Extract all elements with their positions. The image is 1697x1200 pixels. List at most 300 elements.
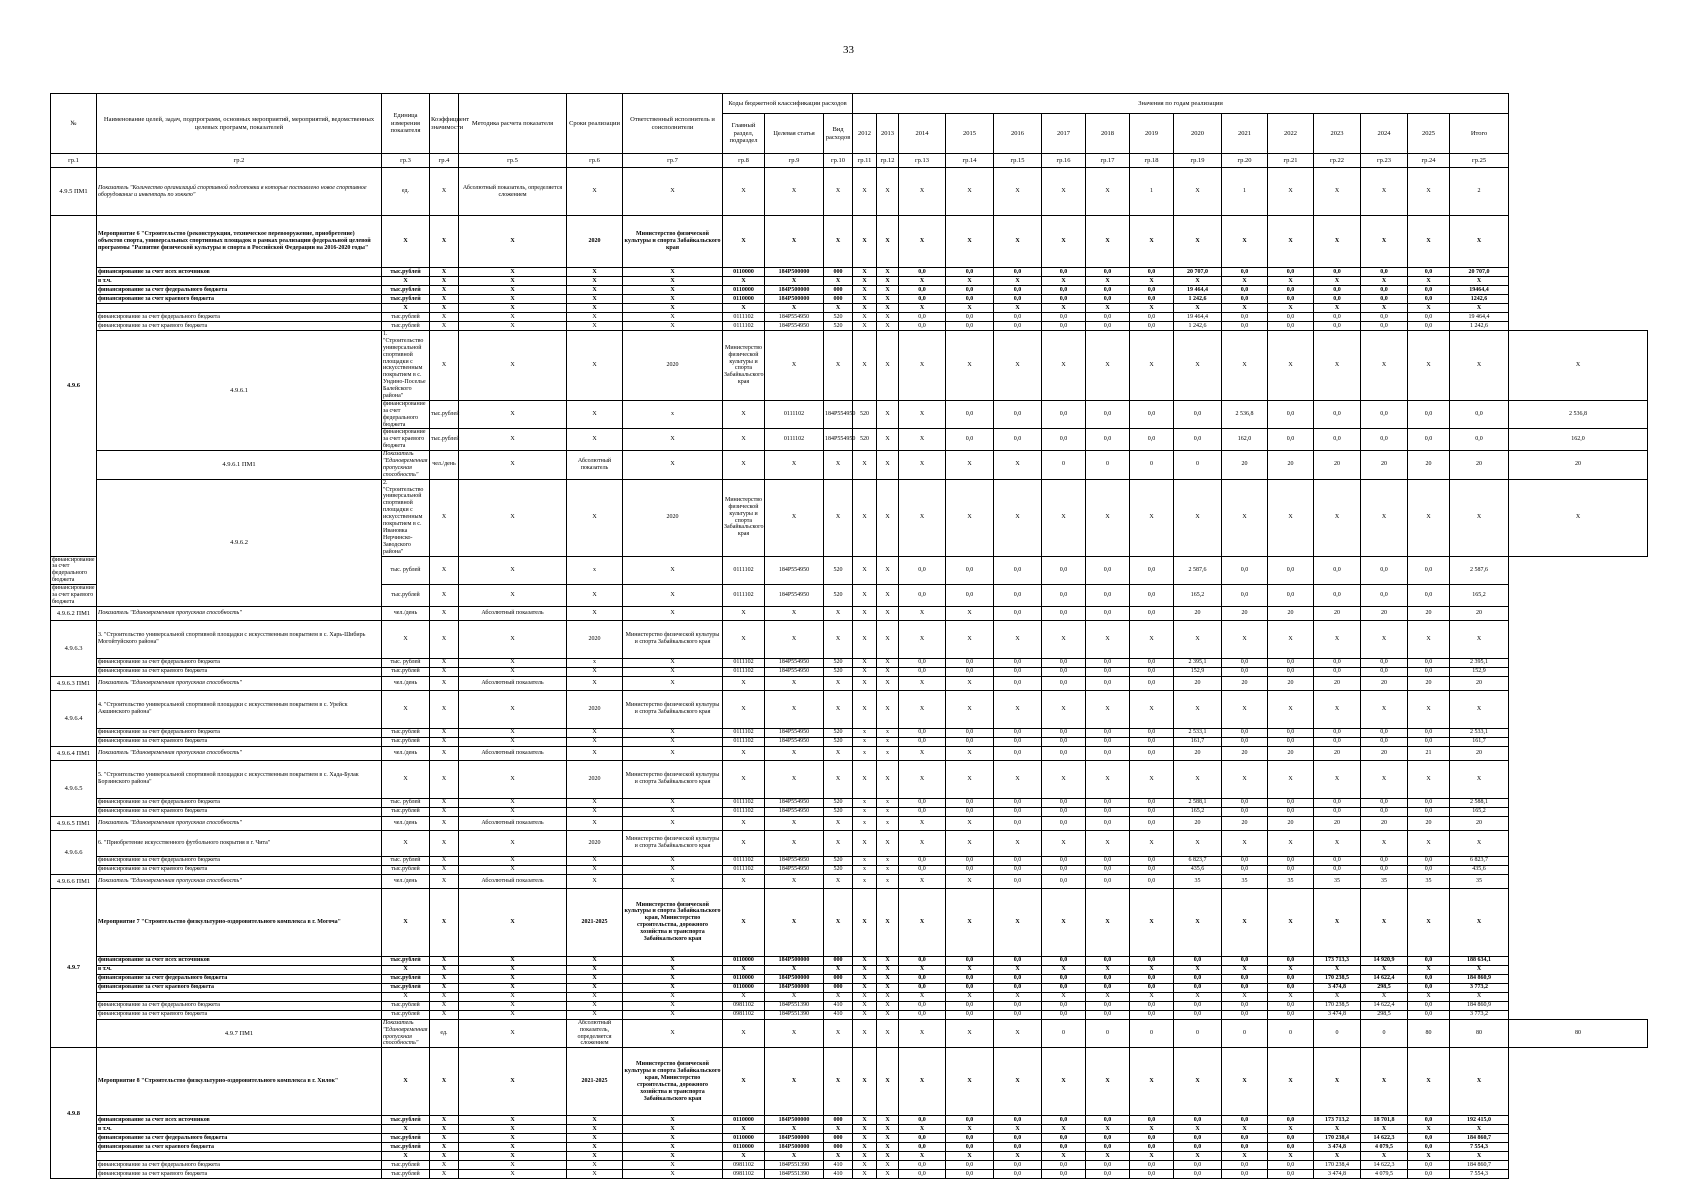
table-cell: X <box>853 479 877 556</box>
table-cell: X <box>946 746 994 760</box>
row-name-cell: Показатель "Единовременная пропускная способность" <box>97 816 382 830</box>
table-row <box>51 268 1648 277</box>
table-cell: 0111102 <box>723 667 765 676</box>
table-cell: x <box>877 874 899 888</box>
table-cell: X <box>994 331 1042 401</box>
row-name-cell: финансирование за счет федерального бюджета <box>97 313 382 322</box>
table-cell: 410 <box>824 1170 853 1179</box>
table-cell: X <box>1314 760 1361 798</box>
table-cell: 0,0 <box>994 1116 1042 1125</box>
header-coef: Коэффициент значимости <box>430 94 459 154</box>
table-cell: 0,0 <box>1361 585 1408 607</box>
table-cell: 0,0 <box>946 429 994 451</box>
table-cell: X <box>1086 992 1130 1001</box>
table-cell: X <box>723 830 765 856</box>
table-cell: X <box>877 295 899 304</box>
table-cell: X <box>567 974 623 983</box>
row-number-cell: 4.9.6 <box>51 216 97 557</box>
table-cell: X <box>1314 1152 1361 1161</box>
table-cell: X <box>946 760 994 798</box>
table-cell: X <box>853 992 877 1001</box>
row-name-cell: финансирование за счет федерального бюджета <box>97 798 382 807</box>
header-kbk: Коды бюджетной классификации расходов <box>723 94 853 114</box>
table-cell: X <box>765 331 824 401</box>
table-row <box>51 728 1648 737</box>
table-cell: 0,0 <box>1222 798 1268 807</box>
table-cell: 0,0 <box>1222 807 1268 816</box>
table-cell: X <box>899 1019 946 1048</box>
table-cell: X <box>877 1010 899 1019</box>
table-cell: X <box>1222 331 1268 401</box>
table-cell: X <box>1086 304 1130 313</box>
row-name-cell: 2. "Строительство универсальной спортивной площадки с искусственным покрытием в с. Ивановка Нерчинско-Заводского района" <box>382 479 430 556</box>
table-cell: 2020 <box>567 760 623 798</box>
table-cell: 0,0 <box>1361 807 1408 816</box>
table-cell: X <box>899 331 946 401</box>
table-cell: 0,0 <box>899 1170 946 1179</box>
table-cell: X <box>430 168 459 216</box>
table-cell: X <box>382 690 430 728</box>
table-cell: X <box>877 1134 899 1143</box>
table-cell: 6 823,7 <box>1450 856 1509 865</box>
header-year: 2012 <box>853 114 877 154</box>
table-row <box>51 620 1648 658</box>
table-cell: 0,0 <box>1042 585 1086 607</box>
table-cell: X <box>459 1010 567 1019</box>
table-cell: Министерство физической культуры и спорта Забайкальского края <box>623 760 723 798</box>
table-cell: 0,0 <box>1086 322 1130 331</box>
row-name-cell: Показатель "Единовременная пропускная способность" <box>383 451 428 478</box>
table-cell: 0,0 <box>1361 798 1408 807</box>
table-cell: 0,0 <box>1222 295 1268 304</box>
table-cell: 0,0 <box>1042 556 1086 585</box>
table-cell: 0,0 <box>899 737 946 746</box>
table-cell: 520 <box>824 807 853 816</box>
table-cell: 0,0 <box>899 295 946 304</box>
table-cell: 0,0 <box>1174 1161 1222 1170</box>
table-cell: X <box>877 1143 899 1152</box>
table-cell: 0,0 <box>1222 313 1268 322</box>
table-cell: 20 <box>1450 746 1509 760</box>
table-cell: X <box>1268 965 1314 974</box>
table-cell: X <box>994 690 1042 728</box>
table-cell: 0,0 <box>1174 1001 1222 1010</box>
table-cell: 0,0 <box>1222 728 1268 737</box>
table-cell: X <box>1042 965 1086 974</box>
table-cell: 0,0 <box>1408 728 1450 737</box>
table-cell: 0,0 <box>1314 322 1361 331</box>
table-cell: 0,0 <box>1222 1143 1268 1152</box>
table-cell: X <box>877 965 899 974</box>
table-cell: X <box>1450 479 1509 556</box>
table-cell: 80 <box>1509 1019 1648 1048</box>
table-cell: 0,0 <box>1042 295 1086 304</box>
table-cell: X <box>623 737 723 746</box>
table-cell: X <box>765 606 824 620</box>
table-cell: X <box>824 331 853 401</box>
table-cell: X <box>1450 830 1509 856</box>
table-cell: X <box>567 313 623 322</box>
table-cell: X <box>824 1019 853 1048</box>
row-name-cell: финансирование за счет краевого бюджета <box>97 865 382 874</box>
table-cell: X <box>1042 992 1086 1001</box>
table-cell: 0,0 <box>1222 737 1268 746</box>
table-cell: 0,0 <box>994 268 1042 277</box>
table-cell: тыс. рублей <box>382 658 430 667</box>
table-cell: x <box>853 798 877 807</box>
table-cell: 152,9 <box>1450 667 1509 676</box>
table-cell: 2 587,6 <box>1174 556 1222 585</box>
table-cell: 435,6 <box>1450 865 1509 874</box>
column-number: гр.18 <box>1130 154 1174 168</box>
table-cell: X <box>1509 479 1648 556</box>
table-cell: 184P554950 <box>765 585 824 607</box>
table-cell: 35 <box>1361 874 1408 888</box>
table-cell: X <box>899 429 946 451</box>
table-cell: 0,0 <box>946 983 994 992</box>
table-row <box>51 992 1648 1001</box>
table-cell: X <box>1042 304 1086 313</box>
table-cell: X <box>1174 1125 1222 1134</box>
table-cell: X <box>623 1010 723 1019</box>
table-cell: 20 707,0 <box>1174 268 1222 277</box>
table-cell: 0,0 <box>1408 865 1450 874</box>
table-cell: 0,0 <box>1130 667 1174 676</box>
row-name-cell: финансирование за счет краевого бюджета <box>97 1143 382 1152</box>
table-cell: X <box>567 667 623 676</box>
table-cell: X <box>459 992 567 1001</box>
table-cell: X <box>1174 1048 1222 1116</box>
table-cell: X <box>1450 216 1509 268</box>
table-cell: 0,0 <box>1174 1143 1222 1152</box>
table-cell: X <box>765 690 824 728</box>
table-cell: 0,0 <box>1268 1143 1314 1152</box>
table-cell: X <box>1408 1152 1450 1161</box>
table-row <box>51 983 1648 992</box>
table-cell: 2020 <box>623 479 723 556</box>
table-cell: 0,0 <box>1408 798 1450 807</box>
table-cell: 0,0 <box>1130 1161 1174 1170</box>
table-cell: X <box>430 556 459 585</box>
table-cell: X <box>623 1161 723 1170</box>
table-cell: X <box>623 798 723 807</box>
row-number-cell: 4.9.5 ПМ1 <box>51 168 97 216</box>
table-cell: X <box>1042 1125 1086 1134</box>
table-cell: 520 <box>824 728 853 737</box>
table-cell: X <box>430 658 459 667</box>
table-cell: X <box>1174 479 1222 556</box>
table-cell: 2020 <box>567 216 623 268</box>
table-cell: X <box>1222 216 1268 268</box>
table-cell: X <box>459 690 567 728</box>
table-cell: 0110000 <box>723 1134 765 1143</box>
table-cell: 0,0 <box>1042 728 1086 737</box>
table-cell: 14 622,4 <box>1361 974 1408 983</box>
column-number: гр.8 <box>723 154 765 168</box>
table-cell: X <box>877 992 899 1001</box>
table-cell: 20 <box>1174 606 1222 620</box>
table-cell: 0,0 <box>1268 313 1314 322</box>
table-cell: 0 <box>1130 451 1174 480</box>
table-cell: 0,0 <box>1314 737 1361 746</box>
table-cell: тыс.рублей <box>382 313 430 322</box>
column-number: гр.17 <box>1086 154 1130 168</box>
table-cell: 0,0 <box>1222 974 1268 983</box>
table-cell: 0,0 <box>994 983 1042 992</box>
table-cell: 0,0 <box>1130 983 1174 992</box>
table-cell: 0,0 <box>1042 268 1086 277</box>
table-cell: X <box>382 965 430 974</box>
table-cell: 0,0 <box>994 606 1042 620</box>
table-cell: 0,0 <box>1042 746 1086 760</box>
table-row <box>51 888 1648 956</box>
table-cell: 435,6 <box>1174 865 1222 874</box>
table-cell: X <box>430 667 459 676</box>
table-cell: 0,0 <box>1268 983 1314 992</box>
table-cell: X <box>824 830 853 856</box>
table-cell: X <box>946 168 994 216</box>
table-cell: X <box>824 888 853 956</box>
table-cell: X <box>1361 888 1408 956</box>
table-cell: X <box>459 807 567 816</box>
table-cell: 0,0 <box>1314 585 1361 607</box>
table-cell: X <box>899 888 946 956</box>
table-cell: X <box>430 286 459 295</box>
table-cell: 0,0 <box>1042 667 1086 676</box>
table-cell: X <box>946 277 994 286</box>
table-cell: X <box>1314 168 1361 216</box>
table-cell: X <box>459 1170 567 1179</box>
row-name-cell: финансирование за счет всех источников <box>97 956 382 965</box>
table-cell: Министерство физической культуры и спорта Забайкальского края <box>623 690 723 728</box>
table-cell: X <box>567 798 623 807</box>
header-year: 2019 <box>1130 114 1174 154</box>
table-cell: 3 474,8 <box>1314 983 1361 992</box>
table-cell: X <box>459 956 567 965</box>
table-cell: X <box>1130 479 1174 556</box>
table-cell: 184P500000 <box>765 1143 824 1152</box>
table-cell: 0,0 <box>1268 429 1314 451</box>
table-cell: 184P554950 <box>765 856 824 865</box>
table-row <box>51 313 1648 322</box>
header-year: 2021 <box>1222 114 1268 154</box>
table-cell: X <box>567 956 623 965</box>
table-cell: X <box>877 168 899 216</box>
table-cell: 0,0 <box>1042 286 1086 295</box>
table-cell: X <box>459 760 567 798</box>
row-name-cell <box>97 304 382 313</box>
table-cell: 0,0 <box>1314 667 1361 676</box>
table-cell: 0,0 <box>946 585 994 607</box>
table-row <box>51 746 1648 760</box>
table-cell: 0,0 <box>994 667 1042 676</box>
row-name-cell: финансирование за счет краевого бюджета <box>97 737 382 746</box>
table-cell: X <box>899 168 946 216</box>
table-cell: X <box>1314 690 1361 728</box>
column-number: гр.16 <box>1042 154 1086 168</box>
table-cell: X <box>623 295 723 304</box>
program-table-wrapper <box>50 93 1648 1179</box>
table-cell: 0,0 <box>1130 400 1174 429</box>
row-name-cell: 6. "Приобретение искусственного футбольного покрытия в г. Чита" <box>97 830 382 856</box>
table-cell: X <box>623 658 723 667</box>
table-cell: 0110000 <box>723 974 765 983</box>
table-cell: 000 <box>824 1116 853 1125</box>
table-cell: 0,0 <box>1174 1170 1222 1179</box>
table-cell: X <box>623 874 723 888</box>
table-cell: 0,0 <box>1086 429 1130 451</box>
table-cell: тыс.рублей <box>382 286 430 295</box>
row-name-cell: финансирование за счет федерального бюджета <box>52 556 95 584</box>
table-cell: Министерство физической культуры и спорта Забайкальского края <box>623 620 723 658</box>
table-cell: 161,7 <box>1174 737 1222 746</box>
table-cell: X <box>1086 331 1130 401</box>
table-cell: 0,0 <box>1408 807 1450 816</box>
table-cell: 184P500000 <box>765 983 824 992</box>
table-cell: 0,0 <box>1042 400 1086 429</box>
table-cell: X <box>994 277 1042 286</box>
table-cell: 20 <box>1361 676 1408 690</box>
table-cell: X <box>946 676 994 690</box>
table-cell: 0,0 <box>1268 295 1314 304</box>
table-cell: X <box>430 1125 459 1134</box>
table-cell: 0,0 <box>1086 1143 1130 1152</box>
table-cell: X <box>567 168 623 216</box>
table-cell: X <box>567 1116 623 1125</box>
table-cell: X <box>723 304 765 313</box>
table-cell: X <box>459 1001 567 1010</box>
row-name-cell: финансирование за счет краевого бюджета <box>97 667 382 676</box>
table-cell: 0,0 <box>1130 746 1174 760</box>
table-cell: X <box>877 974 899 983</box>
table-row <box>51 798 1648 807</box>
table-cell: X <box>1408 277 1450 286</box>
table-cell: X <box>853 620 877 658</box>
table-cell: 0,0 <box>1174 1116 1222 1125</box>
header-year: 2015 <box>946 114 994 154</box>
table-cell: X <box>1314 992 1361 1001</box>
table-cell: 0,0 <box>1130 874 1174 888</box>
table-cell: X <box>824 1152 853 1161</box>
table-cell: ед. <box>382 168 430 216</box>
table-cell: X <box>1361 992 1408 1001</box>
header-kbk-section: Главный раздел, подраздел <box>723 114 765 154</box>
table-cell: X <box>430 1001 459 1010</box>
table-cell: 0110000 <box>723 1143 765 1152</box>
table-row <box>51 1048 1648 1116</box>
table-cell: X <box>723 992 765 1001</box>
header-year: 2016 <box>994 114 1042 154</box>
table-cell: X <box>1174 760 1222 798</box>
table-cell: x <box>853 807 877 816</box>
column-number: гр.4 <box>430 154 459 168</box>
table-cell: 0,0 <box>994 556 1042 585</box>
table-cell: 0,0 <box>1130 676 1174 690</box>
table-cell: 0,0 <box>1222 1116 1268 1125</box>
header-year: 2023 <box>1314 114 1361 154</box>
table-cell: 0,0 <box>1268 268 1314 277</box>
header-year: Итого <box>1450 114 1509 154</box>
table-cell: 2020 <box>567 620 623 658</box>
table-cell: 20 <box>1174 676 1222 690</box>
table-cell: X <box>430 737 459 746</box>
table-cell: X <box>382 1152 430 1161</box>
table-cell: X <box>877 322 899 331</box>
table-cell: 0,0 <box>994 1134 1042 1143</box>
table-cell: X <box>623 728 723 737</box>
table-cell: 192 415,0 <box>1450 1116 1509 1125</box>
table-cell: 0,0 <box>946 865 994 874</box>
table-cell: X <box>1042 331 1086 401</box>
table-cell: 0,0 <box>1361 313 1408 322</box>
table-cell: 0,0 <box>946 1010 994 1019</box>
table-cell: X <box>1408 690 1450 728</box>
table-cell: 0,0 <box>1314 556 1361 585</box>
table-cell: Министерство физической культуры и спорта Забайкальского края, Министерство строительства, дорожного хозяйства и транспорта Забайкальского края <box>623 1048 723 1116</box>
table-cell: 0111102 <box>723 737 765 746</box>
table-cell: 0,0 <box>1042 856 1086 865</box>
table-cell: 20 <box>1268 816 1314 830</box>
table-cell: тыс.рублей <box>382 974 430 983</box>
table-row <box>51 606 1648 620</box>
table-cell: 0111102 <box>723 728 765 737</box>
table-cell: 35 <box>1222 874 1268 888</box>
table-cell: X <box>899 676 946 690</box>
table-cell: X <box>430 888 459 956</box>
table-cell: 0,0 <box>1361 737 1408 746</box>
table-cell: X <box>1130 1125 1174 1134</box>
table-cell: 0,0 <box>1086 874 1130 888</box>
row-number-cell: 4.9.6.2 <box>97 479 382 606</box>
table-cell: 170 238,4 <box>1314 1134 1361 1143</box>
table-cell: X <box>459 585 567 607</box>
table-cell: X <box>994 965 1042 974</box>
table-cell: 0,0 <box>946 313 994 322</box>
row-number-cell: 4.9.6.1 <box>97 331 382 451</box>
table-cell: X <box>459 1019 567 1048</box>
table-cell: 20 <box>1222 451 1268 480</box>
table-cell: X <box>623 746 723 760</box>
table-cell: X <box>430 479 459 556</box>
row-name-cell: в т.ч. <box>97 965 382 974</box>
table-cell: 20 <box>1314 816 1361 830</box>
table-cell: X <box>1130 277 1174 286</box>
row-number-cell: 4.9.8 <box>51 1048 97 1179</box>
table-cell: X <box>1130 992 1174 1001</box>
table-cell: X <box>946 606 994 620</box>
table-cell: 0,0 <box>1130 807 1174 816</box>
table-cell: 0,0 <box>994 295 1042 304</box>
table-cell: 0,0 <box>946 322 994 331</box>
table-cell: 0,0 <box>946 798 994 807</box>
table-cell: X <box>877 983 899 992</box>
table-cell: X <box>459 1161 567 1170</box>
table-cell: 0,0 <box>1086 1134 1130 1143</box>
table-cell: 184 860,9 <box>1450 974 1509 983</box>
table-cell: X <box>430 956 459 965</box>
column-number: гр.3 <box>382 154 430 168</box>
table-cell: 0,0 <box>1042 737 1086 746</box>
table-cell: 0,0 <box>1086 1170 1130 1179</box>
table-cell: X <box>877 400 899 429</box>
table-cell: 184P554950 <box>765 865 824 874</box>
table-cell: Абсолютный показатель, определяется сложением <box>567 1019 623 1048</box>
table-cell: X <box>430 983 459 992</box>
table-cell: 20 <box>1450 451 1509 480</box>
table-cell: X <box>994 1048 1042 1116</box>
table-cell: X <box>382 992 430 1001</box>
table-cell: 0,0 <box>1408 268 1450 277</box>
